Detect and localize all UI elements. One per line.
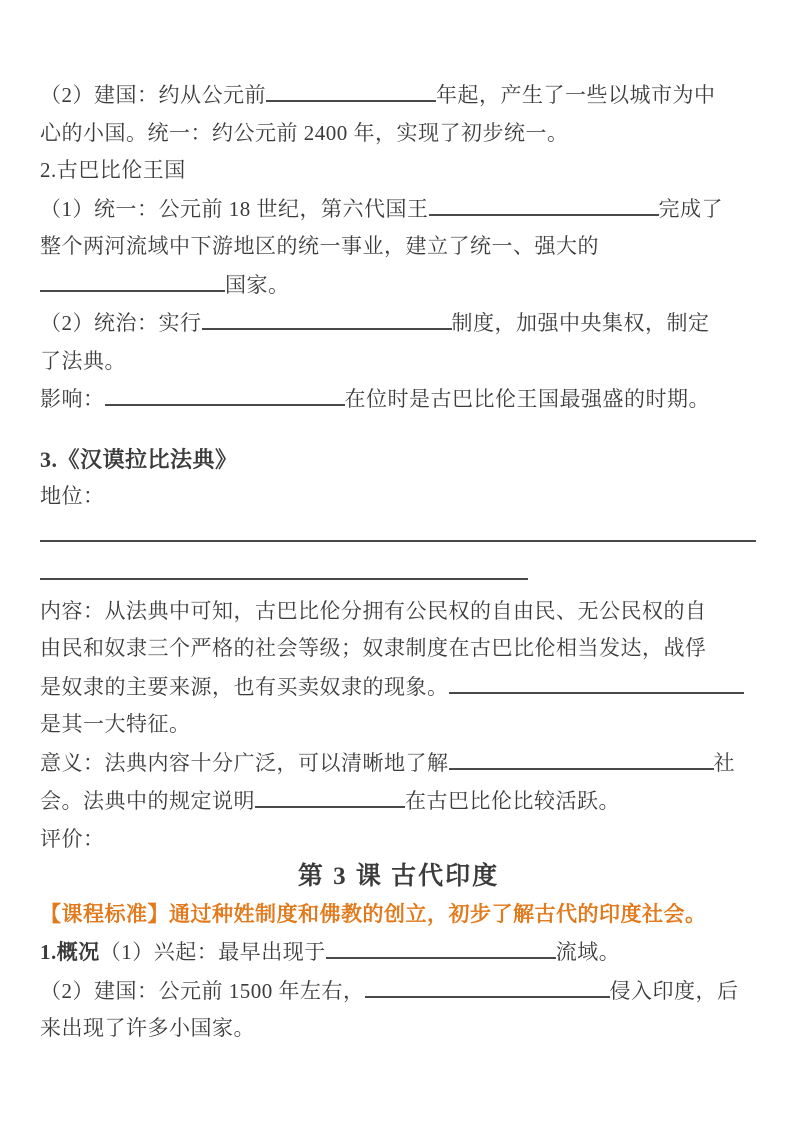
- text-segment: 【课程标准】通过种姓制度和佛教的创立，初步了解古代的印度社会。: [40, 901, 707, 926]
- fill-in-blank: [105, 380, 345, 406]
- text-segment: 评价：: [40, 826, 105, 851]
- fill-in-blank: [40, 266, 225, 292]
- text-segment: 1.概况: [40, 940, 100, 964]
- fill-in-blank: [40, 554, 528, 580]
- text-segment: 侵入印度，后: [609, 978, 739, 1003]
- answer-rule-partial: [40, 554, 757, 593]
- line-gaikuang-xingqi: [40, 933, 757, 972]
- line-neirong-3: [40, 668, 757, 707]
- line-lianghe-liuyu: [40, 228, 757, 266]
- line-yiyi-2: [40, 782, 757, 821]
- gap-before-section3: [40, 419, 757, 441]
- text-segment: （2）统治：实行: [40, 311, 202, 335]
- text-segment: （2）建国：公元前 1500 年左右，: [40, 978, 365, 1003]
- text-segment: 会。法典中的规定说明: [40, 789, 255, 813]
- text-segment: （2）建国：约从公元前: [40, 83, 266, 107]
- text-segment: 整个两河流域中下游地区的统一事业，建立了统一、强大的: [40, 234, 599, 258]
- text-segment: 社: [713, 750, 735, 775]
- text-segment: 是奴隶的主要来源，也有买卖奴隶的现象。: [40, 674, 449, 699]
- fill-in-blank: [449, 744, 714, 770]
- text-segment: 完成了: [658, 196, 723, 221]
- line-neirong-4: [40, 706, 757, 744]
- fill-in-blank: [326, 933, 556, 959]
- text-segment: 影响：: [40, 387, 105, 411]
- fill-in-blank: [365, 972, 610, 998]
- text-segment: 国家。: [225, 272, 290, 297]
- text-segment: 2.古巴比伦王国: [40, 158, 186, 182]
- text-segment: 制度，加强中央集权，制定: [451, 311, 710, 335]
- line-le-fadian: [40, 343, 757, 381]
- text-segment: 第 3 课 古代印度: [297, 863, 500, 890]
- text-segment: 地位：: [40, 484, 105, 508]
- answer-rule-full: [40, 516, 757, 555]
- text-segment: 了法典。: [40, 348, 126, 373]
- line-yiyi-1: [40, 744, 757, 783]
- heading-hanmolabi-fadian: [40, 441, 757, 479]
- line-yingxiang: [40, 380, 757, 419]
- line-pingjia: [40, 821, 757, 859]
- fill-in-blank: [266, 76, 436, 102]
- fill-in-blank: [429, 190, 659, 216]
- text-segment: 流域。: [555, 940, 621, 964]
- line-neirong-1: [40, 593, 757, 631]
- lesson-title-gudai-yindu: [40, 858, 757, 896]
- text-segment: 3.《汉谟拉比法典》: [40, 446, 238, 472]
- text-segment: （1）兴起：最早出现于: [99, 940, 326, 964]
- text-segment: 在位时是古巴比伦王国最强盛的时期。: [344, 387, 710, 411]
- line-xiaoguojia: [40, 1010, 757, 1048]
- line-tongyi-2400: [40, 115, 757, 153]
- curriculum-standard-line: [40, 896, 757, 934]
- fill-in-blank: [202, 304, 452, 330]
- fill-in-blank: [449, 668, 744, 694]
- fill-in-blank: [40, 516, 756, 542]
- text-segment: 意义：法典内容十分广泛，可以清晰地了解: [40, 750, 449, 775]
- line-diliudai-guowang: [40, 190, 757, 229]
- fill-in-blank: [255, 782, 405, 808]
- line-jianguo-blank: [40, 76, 757, 115]
- line-diwei: [40, 478, 757, 516]
- line-section2-gubabilun: [40, 152, 757, 190]
- line-neirong-2: [40, 630, 757, 668]
- text-segment: 是其一大特征。: [40, 712, 191, 736]
- line-jianguo-1500: [40, 972, 757, 1011]
- line-tongzhi-zhidu: [40, 304, 757, 343]
- line-guojia-blank: [40, 266, 757, 305]
- text-segment: 心的小国。统一：约公元前 2400 年，实现了初步统一。: [40, 120, 569, 145]
- text-segment: 来出现了许多小国家。: [40, 1016, 255, 1040]
- text-segment: 在古巴比伦比较活跃。: [405, 789, 620, 813]
- text-segment: 由民和奴隶三个严格的社会等级；奴隶制度在古巴比伦相当发达，战俘: [40, 636, 707, 660]
- text-segment: （1）统一：公元前 18 世纪，第六代国王: [40, 196, 429, 221]
- text-segment: 内容：从法典中可知，古巴比伦分拥有公民权的自由民、无公民权的自: [40, 598, 707, 623]
- text-segment: 年起，产生了一些以城市为中: [436, 83, 716, 107]
